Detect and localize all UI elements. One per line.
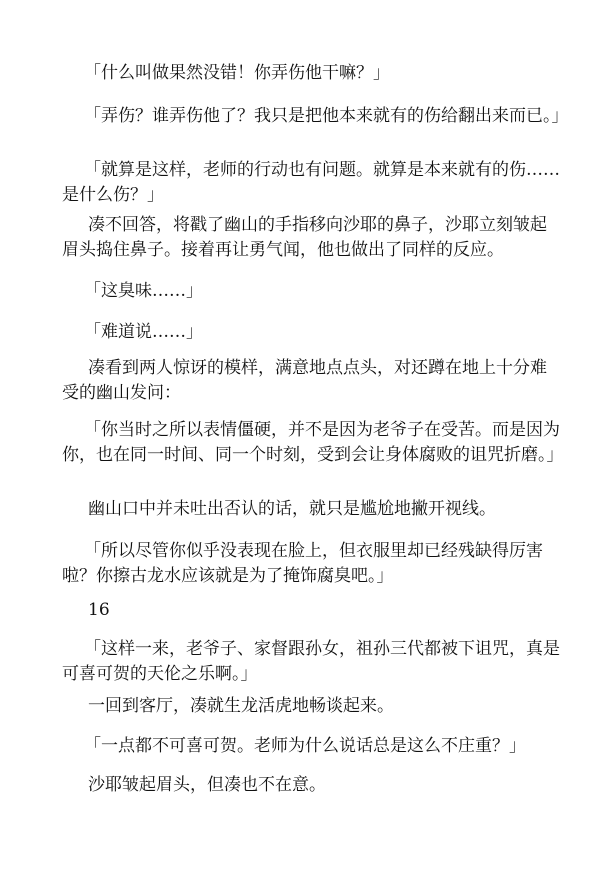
- paragraph: 「这臭味……」: [84, 281, 203, 301]
- paragraph: 「一点都不可喜可贺。老师为什么说话总是这么不庄重？」: [84, 736, 526, 756]
- paragraph: 凑看到两人惊讶的模样，满意地点点头，对还蹲在地上十分难受的幽山发问：: [62, 358, 547, 403]
- paragraph: 沙耶皱起眉头，但凑也不在意。: [88, 775, 326, 795]
- paragraph: 一回到客厅，凑就生龙活虎地畅谈起来。: [88, 696, 394, 716]
- paragraph: 「你当时之所以表情僵硬，并不是因为老爷子在受苦。而是因为你，也在同一时间、同一个时刻，受到会让身体腐败的诅咒折磨。」: [62, 420, 564, 465]
- paragraph: 「难道说……」: [84, 322, 203, 342]
- paragraph: 「这样一来，老爷子、家督跟孙女，祖孙三代都被下诅咒，真是可喜可贺的天伦之乐啊。」: [62, 639, 560, 684]
- paragraph: 「就算是这样，老师的行动也有问题。就算是本来就有的伤……是什么伤？」: [62, 160, 560, 205]
- paragraph: 「什么叫做果然没错！你弄伤他干嘛？」: [84, 63, 390, 83]
- page-number: 16: [88, 600, 110, 620]
- paragraph: 幽山口中并未吐出否认的话，就只是尴尬地撇开视线。: [88, 499, 496, 519]
- paragraph: 「弄伤？谁弄伤他了？我只是把他本来就有的伤给翻出来而已。」: [84, 106, 569, 126]
- paragraph: 凑不回答，将戳了幽山的手指移向沙耶的鼻子，沙耶立刻皱起眉头捣住鼻子。接着再让勇气闻，他也做出了同样的反应。: [62, 215, 547, 260]
- paragraph: 「所以尽管你似乎没表现在脸上，但衣服里却已经残缺得厉害啦？你擦古龙水应该就是为了掩饰腐臭吧。」: [62, 541, 543, 586]
